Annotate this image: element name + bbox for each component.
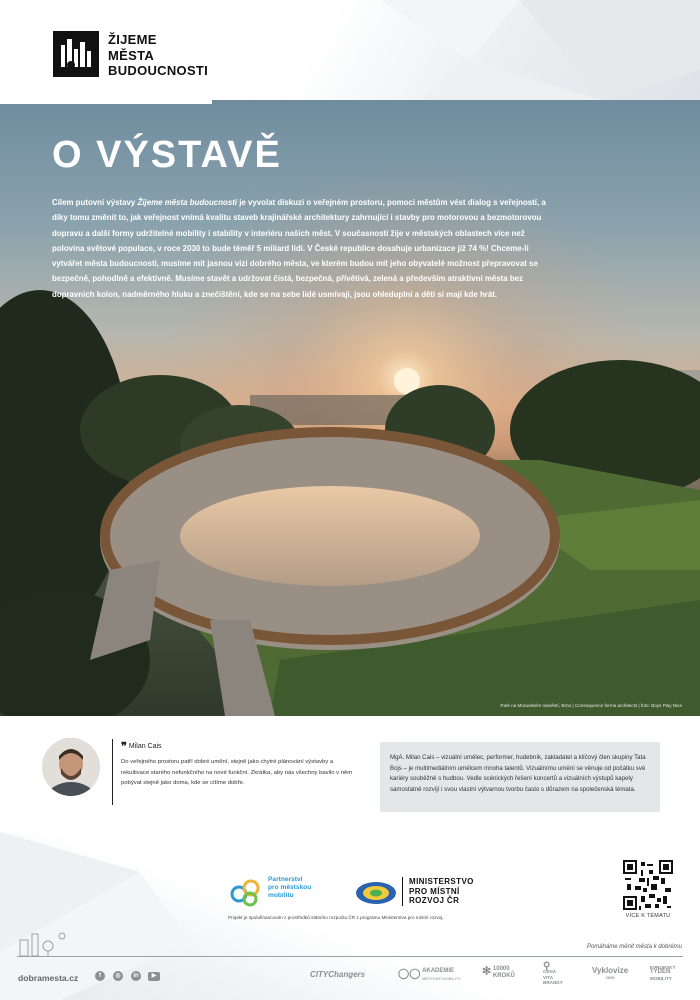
facebook-icon[interactable]: f [95, 971, 105, 981]
logo-line: MĚSTA [108, 47, 155, 63]
ministry-line: MINISTERSTVO [409, 877, 474, 886]
quote-text: Do veřejného prostoru patří dobré umění, stejně jako chytré plánování výstavby a rekultivace starého nefunkčního na nové funkční. Zkrátka, aby nás všechny bavilo v něm pobývat stejně jako doma, kde se cítíme dobře. [121, 759, 353, 786]
bio-text: MgA. Milan Cais – vizuální umělec, performer, hudebník, zakladatel a klíčový člen skupiny Tata Bojs – je multimediálním umělcem mnoha talentů. Vizuálnímu umění se věnuje od počátku své kariéry souběžně s hudbou. Vedle scénických řešení koncertů a vizuálních výstupů kapely samostatně rozvíjí i svou vlastní výtvarnou tvorbu často s důrazem na společenská témata. [390, 754, 646, 793]
cena-vita-brandy-logo[interactable] [543, 961, 563, 986]
partner-logo-text: 10000 [492, 966, 510, 972]
partner-logo-text: VITA [543, 974, 554, 980]
partner-logo-text: AKADEMIE [422, 968, 455, 974]
ministry-line: PRO MÍSTNÍ [409, 886, 460, 896]
footsteps-icon: ✻ [482, 965, 492, 978]
footer-divider [17, 956, 683, 957]
partner-logo-text: KROKŮ [492, 973, 515, 979]
website-link[interactable]: dobramesta.cz [18, 973, 79, 983]
youtube-icon[interactable]: ▶ [148, 972, 160, 981]
ministry-logo-icon[interactable] [355, 880, 397, 906]
quote-mark-icon: ❞ [121, 741, 127, 753]
logo-line: ŽIJEME [108, 32, 157, 47]
quote-author-name: Milan Cais [128, 743, 162, 750]
partner-logo-text: 2020 [605, 975, 615, 980]
partnership-line: pro městskou [268, 884, 312, 892]
akademie-logo[interactable] [398, 968, 461, 982]
vyklovize-logo[interactable] [592, 967, 628, 981]
intro-text: Cílem putovní výstavy [52, 198, 138, 207]
hero-photo [0, 100, 700, 716]
photo-tab-divider [0, 100, 212, 104]
pin-icon: ⚲ [543, 961, 551, 972]
partner-logo-text: EVROPSKÝ [650, 965, 676, 970]
instagram-icon[interactable]: ◎ [113, 971, 123, 981]
partner-logo-text: CITYChangers [310, 970, 366, 979]
logo-line: BUDOUCNOSTI [108, 63, 209, 78]
partnership-line: Partnerství [268, 876, 303, 883]
funding-note: Projekt je spolufinancován z prostředků státního rozpočtu ČR z programu Ministerstva pro místní rozvoj. [228, 915, 444, 920]
quote-divider [112, 739, 113, 805]
header-background [0, 0, 700, 100]
partner-logo-text: BRANDY [543, 980, 563, 986]
qr-code-icon[interactable] [623, 860, 673, 910]
page-title: O VÝSTAVĚ [52, 134, 282, 176]
intro-text: je vyvolat diskuzi o veřejném prostoru, pomoci městům vést dialog s veřejností, a díky tomu změnit to, jak veřejnost vnímá kvalitu staveb krajinářské architektury zahrnující i stavby pro motorovou a bezmotorovou dopravu a další formy udržitelné mobility i stability v interiéru našich měst. V současnosti žije v městských oblastech více než polovina světové populace, v roce 2030 to bude téměř 5 miliard lidí. V České republice dosahuje urbanizace již 74 %! Chceme-li vytvářet města budoucnosti, musíme mít jasnou vizi dobrého města, ve kterém budou mít jeho obyvatelé možnost přepravovat se bezpečně, pohodlně a efektivně. Musíme stavět a udržovat čistá, bezpečná, přívětivá, zelená a především atraktivní města bez dopravních kolon, nadměrného hluku a znečištění, kde se na sebe lidé usmívají, jsou ohleduplní a děti si mají kde hrát. [52, 198, 546, 299]
intro-exhibition-name: Žijeme města budoucnosti [137, 198, 238, 207]
akademie-icon: ◯◯ [398, 968, 421, 980]
partner-logo-text: Vyklovize [592, 966, 629, 975]
quote-author [121, 740, 162, 753]
city-sketch-icon [18, 928, 78, 958]
ministry-line: ROZVOJ ČR [409, 896, 460, 906]
ministry-logo-text [409, 877, 474, 906]
partner-logo-text: TÝDEN [650, 969, 671, 976]
ministry-divider [402, 877, 403, 906]
avatar [42, 738, 100, 796]
intro-paragraph [52, 195, 552, 302]
partner-logo-text: CENA [543, 969, 557, 975]
logo-wordmark [108, 32, 208, 79]
partnership-logo-icon[interactable] [228, 875, 262, 909]
logo-icon[interactable] [53, 31, 99, 77]
photo-credit: Park na Moravském náměstí, Brno | Consequence forma architects | foto: Boys Play Nice [500, 703, 682, 708]
linkedin-icon[interactable]: in [131, 971, 141, 981]
partnership-line: mobilitu [268, 892, 294, 900]
partner-logo-text: MĚSTSKÉ MOBILITY [422, 976, 461, 981]
partnership-logo-text [268, 876, 311, 901]
citychangers-logo[interactable] [310, 971, 365, 978]
qr-label: VÍCE K TÉMATU [625, 913, 671, 919]
tagline: Pomáháme měnit města k dobrému [586, 944, 682, 950]
partner-logo-text: MOBILITY [650, 975, 672, 981]
10000-kroku-logo[interactable] [482, 966, 515, 980]
evropsky-tyden-mobility-logo[interactable] [650, 965, 676, 981]
